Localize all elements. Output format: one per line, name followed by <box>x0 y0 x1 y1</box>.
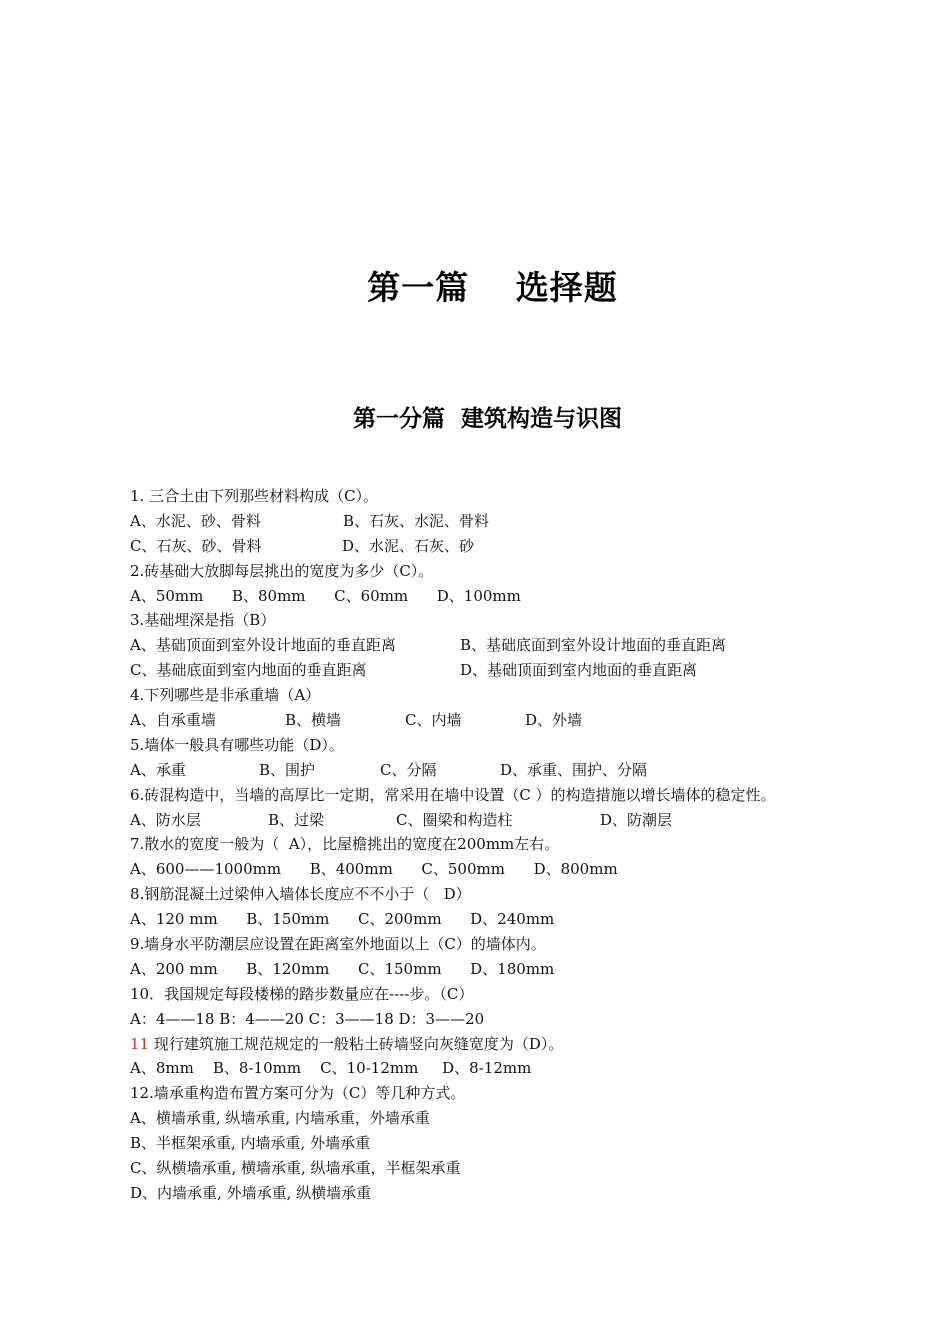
option-c: C、分隔 <box>380 760 437 779</box>
option-c: C、圈梁和构造柱 <box>396 810 513 829</box>
section-subtitle: 第一分篇 建筑构造与识图 <box>352 406 622 432</box>
question-12-option-c: C、纵横墙承重, 横墙承重, 纵墙承重，半框架承重 <box>130 1159 461 1178</box>
option-d: D、基础顶面到室内地面的垂直距离 <box>460 661 698 680</box>
option-d: D、水泥、石灰、砂 <box>342 536 475 555</box>
question-list <box>130 484 940 1206</box>
question-9-options: A、200 mm B、120mm C、150mm D、180mm <box>130 959 555 978</box>
option-b: B、基础底面到室外设计地面的垂直距离 <box>460 636 727 655</box>
question-9: 9.墙身水平防潮层应设置在距离室外地面以上（C）的墙体内。 <box>130 935 546 954</box>
option-c: C、石灰、砂、骨料 <box>130 536 262 555</box>
question-12-option-b: B、半框架承重, 内墙承重, 外墙承重 <box>130 1134 371 1153</box>
option-b: B、过梁 <box>268 810 325 829</box>
option-d: D、防潮层 <box>600 810 673 829</box>
option-a: A、水泥、砂、骨料 <box>130 511 261 530</box>
question-10-options: A：4——18 B：4——20 C：3——18 D：3——20 <box>130 1009 485 1028</box>
option-a: A、自承重墙 <box>130 711 216 730</box>
question-8-options: A、120 mm B、150mm C、200mm D、240mm <box>130 910 555 929</box>
question-3-options-cd <box>130 658 940 683</box>
option-a: A、基础顶面到室外设计地面的垂直距离 <box>130 636 396 655</box>
question-7: 7.散水的宽度一般为（ A），比屋檐挑出的宽度在200mm左右。 <box>130 835 560 854</box>
question-1-options-cd <box>130 534 940 559</box>
option-a: A、承重 <box>130 760 186 779</box>
question-1-options-ab <box>130 509 940 534</box>
option-d: D、承重、围护、分隔 <box>500 760 648 779</box>
question-10: 10．我国规定每段楼梯的踏步数量应在----步。（C） <box>130 984 474 1003</box>
question-5-options <box>130 758 940 783</box>
question-4: 4.下列哪些是非承重墙（A） <box>130 686 321 705</box>
question-12-option-d: D、内墙承重, 外墙承重, 纵横墙承重 <box>130 1183 372 1202</box>
option-b: B、围护 <box>259 760 316 779</box>
question-3: 3.基础埋深是指（B） <box>130 611 276 630</box>
question-12-option-a: A、横墙承重, 纵墙承重, 内墙承重，外墙承重 <box>130 1109 430 1128</box>
option-c: C、基础底面到室内地面的垂直距离 <box>130 661 367 680</box>
question-6-options <box>130 808 940 833</box>
question-11 <box>130 1032 940 1057</box>
question-1: 1. 三合土由下列那些材料构成（C）。 <box>130 487 379 505</box>
question-2: 2.砖基础大放脚每层挑出的宽度为多少（C）。 <box>130 561 434 580</box>
question-4-options <box>130 708 940 733</box>
option-b: B、石灰、水泥、骨料 <box>343 511 490 530</box>
question-8: 8.钢筋混凝土过梁伸入墙体长度应不不小于（ D） <box>130 885 471 904</box>
page-title: 第一篇 选择题 <box>367 268 618 307</box>
question-5: 5.墙体一般具有哪些功能（D）。 <box>130 735 344 754</box>
option-c: C、内墙 <box>405 711 462 730</box>
option-b: B、横墙 <box>285 711 342 730</box>
question-2-options: A、50mm B、80mm C、60mm D、100mm <box>130 586 521 605</box>
option-d: D、外墙 <box>525 711 583 730</box>
question-7-options: A、600——1000mm B、400mm C、500mm D、800mm <box>130 860 618 879</box>
question-11-text: 现行建筑施工规范规定的一般粘土砖墙竖向灰缝宽度为（D）。 <box>149 1034 564 1053</box>
question-11-number: 11 <box>130 1034 150 1053</box>
option-a: A、防水层 <box>130 810 201 829</box>
question-12: 12.墙承重构造布置方案可分为（C）等几种方式。 <box>130 1084 466 1103</box>
question-6: 6.砖混构造中，当墙的高厚比一定期，常采用在墙中设置（C ）的构造措施以增长墙体的稳定性。 <box>130 785 776 804</box>
question-11-options: A、8mm B、8-10mm C、10-12mm D、8-12mm <box>130 1059 532 1078</box>
question-3-options-ab <box>130 633 940 658</box>
